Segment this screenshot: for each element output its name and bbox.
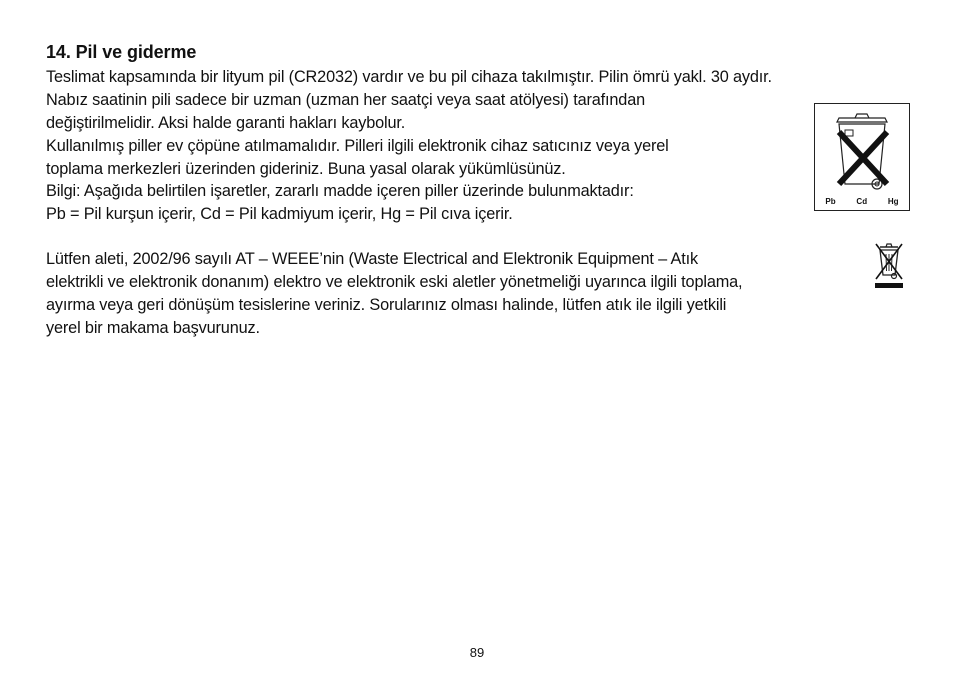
label-cd: Cd xyxy=(856,197,868,206)
text-line: Bilgi: Aşağıda belirtilen işaretler, zararlı madde içeren piller üzerinde bulunmaktadır: xyxy=(46,182,634,200)
page-number: 89 xyxy=(469,645,485,660)
text-line: ayırma veya geri dönüşüm tesislerine veriniz. Sorularınız olması halinde, lütfen atık ile ilgili yetkili xyxy=(46,296,727,314)
label-pb: Pb xyxy=(825,197,836,206)
weee-bin-icon xyxy=(872,241,906,289)
text-line: elektrikli ve elektronik donanım) elektro ve elektronik eski aletler yönetmeliği uyarınca ilgili toplama, xyxy=(46,273,743,291)
text-line: Nabız saatinin pili sadece bir uzman (uzman her saatçi veya saat atölyesi) tarafından xyxy=(46,91,646,109)
text-line: Teslimat kapsamında bir lityum pil (CR2032) vardır ve bu pil cihaza takılmıştır. Pilin ömrü yakl. 30 aydır. xyxy=(46,68,772,86)
text-line: Lütfen aleti, 2002/96 sayılı AT – WEEE’nin (Waste Electrical and Elektronik Equipment – Atık xyxy=(46,250,698,268)
text-line: Kullanılmış piller ev çöpüne atılmamalıdır. Pilleri ilgili elektronik cihaz satıcınız veya yerel xyxy=(46,137,669,155)
crossed-out-bin-icon xyxy=(815,104,911,212)
text-line: Pb = Pil kurşun içerir, Cd = Pil kadmiyum içerir, Hg = Pil cıva içerir. xyxy=(46,205,513,223)
text-line: toplama merkezleri üzerinden gideriniz. Buna yasal olarak yükümlüsünüz. xyxy=(46,160,566,178)
text-line: yerel bir makama başvurunuz. xyxy=(46,319,260,337)
label-hg: Hg xyxy=(887,197,899,206)
battery-disposal-symbol xyxy=(814,103,910,211)
section-heading: 14. Pil ve giderme xyxy=(46,42,197,62)
text-line: değiştirilmelidir. Aksi halde garanti hakları kaybolur. xyxy=(46,114,406,132)
